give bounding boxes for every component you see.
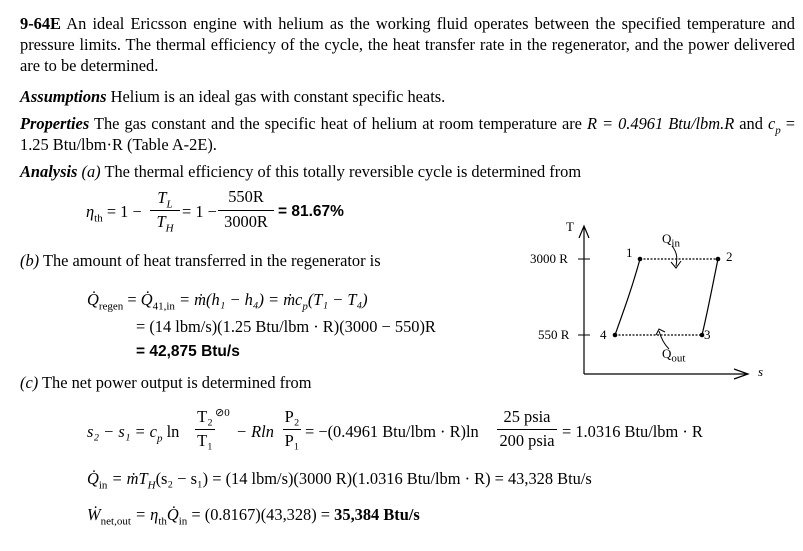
p-25: 25 psia	[503, 407, 551, 426]
part-c-label: (c)	[20, 373, 39, 392]
frac-TH	[150, 212, 180, 235]
qout-label	[662, 346, 686, 365]
eta-subscript: th	[94, 212, 103, 225]
w-eta-sub: th	[158, 515, 167, 528]
part-a-label: (a)	[81, 162, 101, 181]
qin-sub: in	[98, 479, 108, 492]
qin-label-q: Q	[662, 231, 672, 246]
state-1-dot	[638, 257, 643, 262]
ds-mid: = −(0.4961 Btu/lbm · R)ln	[305, 422, 479, 441]
t-axis-label: T	[566, 219, 574, 234]
eta-letter: η	[86, 202, 95, 221]
part-c-heading	[20, 373, 311, 393]
properties-text: The gas constant and the specific heat of helium at room temperature are	[93, 114, 582, 133]
analysis-label: Analysis	[20, 162, 78, 181]
minus-rln: − Rln	[236, 422, 274, 441]
properties-label: Properties	[20, 114, 90, 133]
frac-bar-1	[150, 210, 180, 211]
frac-bar-2	[218, 210, 274, 211]
problem-number: 9-64E	[20, 14, 61, 33]
state-4-label: 4	[600, 327, 607, 342]
table-ref: (Table A-2E).	[127, 135, 217, 154]
eta-symbol	[86, 202, 142, 225]
part-b-label: (b)	[20, 251, 40, 270]
ts-diagram-svg	[520, 218, 800, 383]
state-4-dot	[613, 333, 618, 338]
regen-cp-sub: p	[302, 300, 308, 313]
num-550: 550R	[228, 187, 264, 206]
qin-rhs-tail: (s₂ − s₁) = (14 lbm/s)(3000 R)(1.0316 Btu/lbm · R) = 43,328 Btu/s	[155, 469, 592, 488]
regen-rhs: = ṁ(h₁ − h₄) = ṁc	[179, 290, 303, 309]
cp-value: = 1.25 Btu/lbm·R	[20, 114, 795, 154]
regen-line-2: = (14 lbm/s)(1.25 Btu/lbm · R)(3000 − 550)R	[136, 317, 436, 336]
den-3000: 3000R	[224, 212, 268, 231]
assumptions-text: Helium is an ideal gas with constant specific heats.	[110, 87, 446, 106]
qin-symbol: Q̇	[87, 469, 99, 488]
frac-P2: P₂	[284, 407, 300, 426]
TH-sub: H	[165, 222, 174, 235]
entropy-lhs	[87, 422, 180, 445]
state-1-label: 1	[626, 245, 633, 260]
ts-diagram	[520, 218, 800, 383]
p-200: 200 psia	[499, 431, 555, 450]
properties-and: and	[739, 114, 763, 133]
qin-rhs: = ṁT	[111, 469, 148, 488]
frac-T1: T₁	[197, 431, 213, 450]
problem-statement	[20, 13, 795, 76]
s-axis-label: s	[758, 364, 764, 379]
regen-line-1: $Q̇_{regen}$ = $Q̇_{41,in}$ = ṁ(h₁ − h₄) = ṁc$_p$(T₁ − T₄)	[87, 290, 368, 313]
part-a-heading	[20, 162, 581, 182]
state-2-label: 2	[726, 249, 733, 264]
part-c-text: The net power output is determined from	[42, 373, 312, 392]
regen-rhs-tail: (T₁ − T₄)	[307, 290, 368, 309]
wnet-line	[87, 505, 420, 528]
assumptions	[20, 86, 795, 107]
qin-label-sub: in	[671, 237, 680, 250]
frac-T2: T₂	[197, 407, 213, 426]
TH: T	[156, 212, 166, 231]
gas-constant: R = 0.4961 Btu/lbm.R	[586, 114, 735, 133]
qin-label	[662, 231, 680, 250]
problem-text: An ideal Ericsson engine with helium as the working fluid operates between the specified temperature and pressure limits. The thermal efficiency of the cycle, the heat transfer rate in the regenerator, and the power delivered are to be determined.	[20, 14, 795, 75]
qregen-sub: regen	[98, 300, 124, 313]
zero-mark: ⊘0	[215, 407, 230, 419]
frac-P1: P₁	[284, 431, 300, 450]
w-q: Q̇	[166, 505, 179, 524]
qin-line	[87, 469, 592, 492]
eq-one: = 1 −	[106, 202, 142, 221]
ds-cp-sub: p	[156, 432, 163, 445]
ds-lhs: s₂ − s₁ = c	[87, 422, 157, 441]
frac-TL	[150, 188, 180, 211]
frac-bar-P	[283, 429, 301, 430]
qout-label-q: Q	[662, 346, 672, 361]
w-symbol: Ẇ	[87, 505, 101, 524]
eq-one-2: = 1 −	[182, 202, 217, 221]
regen-result: = 42,875 Btu/s	[136, 343, 240, 360]
w-result: 35,384 Btu/s	[334, 505, 420, 524]
cp-symbol: c	[767, 114, 776, 133]
state-3-label: 3	[704, 327, 711, 342]
eta-result: = 81.67%	[278, 203, 344, 220]
assumptions-label: Assumptions	[20, 87, 107, 106]
TL: T	[157, 188, 167, 207]
t-high-label: 3000 R	[530, 251, 568, 266]
frac-bar-psia	[497, 429, 557, 430]
properties	[20, 113, 795, 155]
qin-rhs-sub: H	[147, 479, 156, 492]
part-a-text: The thermal efficiency of this totally reversible cycle is determined from	[104, 162, 582, 181]
w-eta: = η	[135, 505, 159, 524]
state-2-dot	[716, 257, 721, 262]
process-2-3	[702, 259, 718, 335]
qout-label-sub: out	[671, 352, 686, 365]
frac-bar-T	[195, 429, 215, 430]
t-low-label: 550 R	[538, 327, 570, 342]
process-4-1	[615, 259, 640, 335]
ln-1: ln	[166, 422, 180, 441]
part-b-heading	[20, 251, 381, 271]
part-b-text: The amount of heat transferred in the regenerator is	[42, 251, 381, 270]
w-q-sub: in	[178, 515, 188, 528]
ds-result: = 1.0316 Btu/lbm · R	[562, 422, 703, 441]
w-sub: net,out	[100, 515, 131, 528]
w-rhs-tail: = (0.8167)(43,328) =	[191, 505, 331, 524]
q41-sub: 41,in	[152, 300, 175, 313]
TL-sub: L	[166, 198, 173, 211]
cp-subscript: p	[775, 124, 781, 137]
